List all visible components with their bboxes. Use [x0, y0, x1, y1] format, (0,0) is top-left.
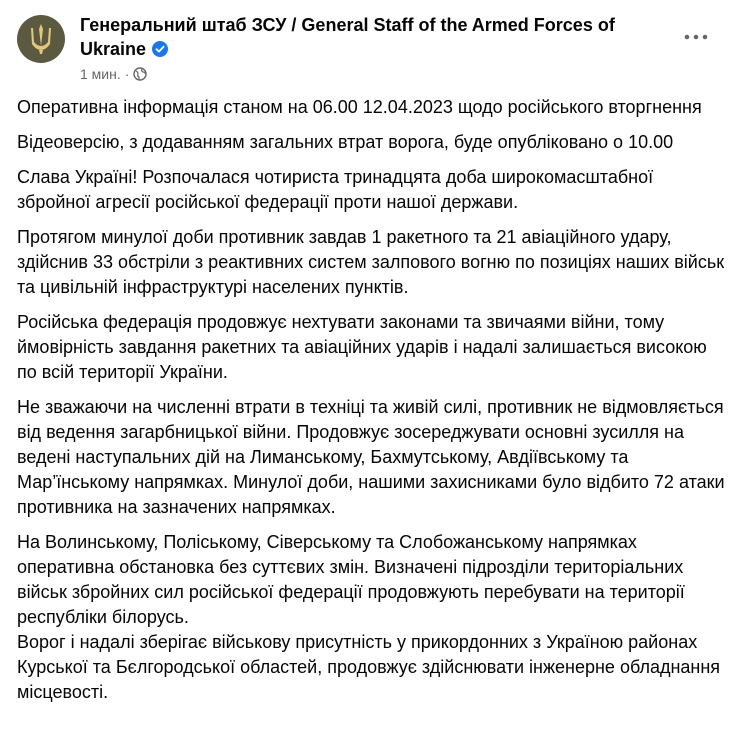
post-time[interactable]: 1 мин. — [80, 66, 121, 82]
post-paragraph: Ворог і надалі зберігає військову присутність у прикордонних з Україною районах Курської та Бєлгородської областей, продовжує здійснювати інженерне обладнання місцевості. — [17, 632, 721, 702]
verified-badge-icon — [152, 41, 168, 57]
page-name[interactable] — [80, 13, 640, 61]
more-options-icon — [684, 34, 708, 40]
post-paragraph: Протягом минулої доби противник завдав 1 ракетного та 21 авіаційного удару, здійснив 33 обстріли з реактивних систем залпового вогню по позиціях наших військ та цивільній інфраструктурі населених пунктів. — [17, 227, 725, 297]
post-paragraph: Відеоверсію, з додаванням загальних втрат ворога, буде опубліковано о 10.00 — [17, 132, 674, 152]
post-header — [0, 0, 736, 92]
meta-separator: · — [124, 66, 130, 82]
post-body — [17, 95, 727, 715]
more-options-button[interactable] — [678, 22, 714, 52]
post-paragraph: Російська федерація продовжує нехтувати законами та звичаями війни, тому ймовірність завдання ракетних та авіаційних ударів і надалі залишається високою по всій території України. — [17, 312, 707, 382]
trident-emblem-icon — [26, 22, 56, 56]
post-paragraph: Не зважаючи на численні втрати в техніці та живій силі, противник не відмовляється від ведення загарбницької війни. Продовжує зосереджувати основні зусилля на ведені наступальних дій на Лиманському, Бахмутському, Авдіївському та Мар’їнському напрямках. Минулої доби, нашими захисниками було відбито 72 атаки противника на зазначених напрямках. — [17, 397, 725, 517]
post-paragraph: Оперативна інформація станом на 06.00 12.04.2023 щодо російського вторгнення — [17, 97, 702, 117]
page-avatar[interactable] — [17, 15, 65, 63]
post-meta — [80, 66, 147, 82]
page-name-text: Генеральний штаб ЗСУ / General Staff of the Armed Forces of Ukraine — [80, 15, 615, 59]
globe-icon[interactable] — [133, 67, 147, 81]
post-paragraph: Слава Україні! Розпочалася чотириста тринадцята доба широкомасштабної збройної агресії російської федерації проти нашої держави. — [17, 167, 654, 212]
post-paragraph: На Волинському, Поліському, Сіверському та Слобожанському напрямках оперативна обстановка без суттєвих змін. Визначені підрозділи територіальних військ збройних сил російської федерації продовжують перебувати на території республіки білорусь. — [17, 532, 685, 627]
